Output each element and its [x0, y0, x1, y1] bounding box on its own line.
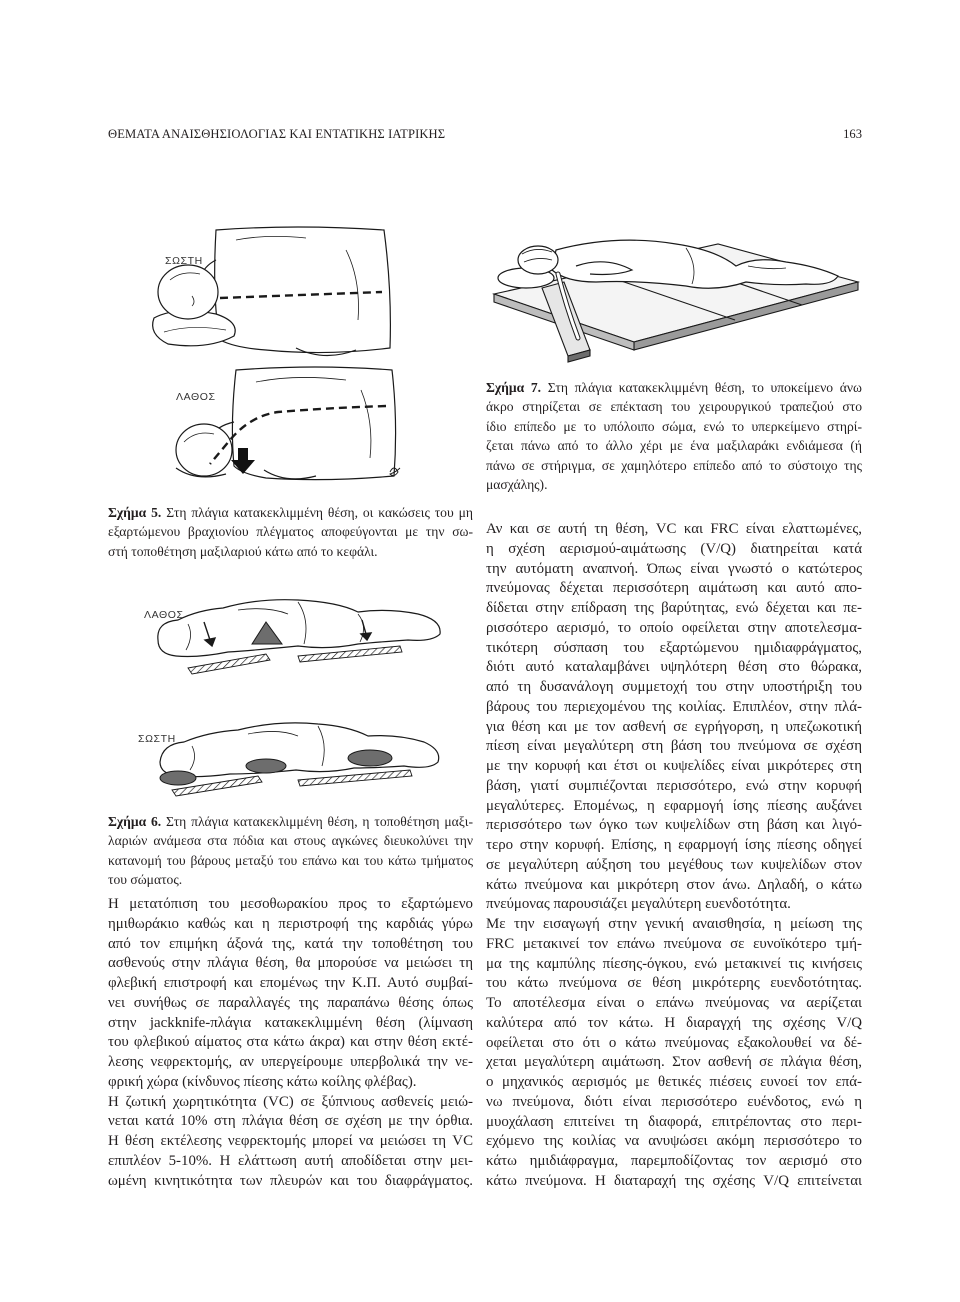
body-line: ο μηχανικός αερισμός με θετικές πιέσεις ευνοεί τον επά-: [486, 1074, 862, 1090]
body-line: Αν και σε αυτή τη θέση, VC και FRC είναι ελαττωμένες,: [486, 521, 862, 537]
body-line: κάτω πνεύμονα και μικρότερη στον άνω. Δηλαδή, ο κάτω: [486, 876, 862, 893]
figure5-wrong-head: [176, 424, 232, 476]
caption-line: άκρο στηρίζεται σε επέκταση του χειρουργικού τραπεζιού στο: [486, 399, 862, 415]
body-line: φρική χώρα (κίνδυνος πίεσης κάτω κοίλης φλέβας).: [108, 1073, 417, 1090]
body-line: επιπλέον 5-10%. Η ελάττωση αυτή αποδίδεται στην μει-: [108, 1152, 473, 1169]
caption-line: κατανομή του βάρους μεταξύ του επάνω και του κάτω τμήματος: [108, 852, 473, 868]
body-line: διότι αυτό καταλαμβάνει υψηλότερη θέση στο θώρακα,: [486, 659, 862, 676]
figure6-wrong-illustration: [148, 580, 448, 682]
caption-line: Σχήμα 5. Στη πλάγια κατακεκλιμμένη θέση, οι κακώσεις του μη: [108, 505, 473, 520]
figure6-correct-illustration: [148, 706, 448, 802]
body-line: με την κορυφή και έτσι οι κυψελίδες είναι μικρότερες στη: [486, 758, 862, 774]
caption-line: Σχήμα 6. Στη πλάγια κατακεκλιμμένη θέση, η τοποθέτηση μαξι-: [108, 814, 473, 829]
body-line: του κάτω πνεύμονα σε θέση μικρότερης ευενδοτότητας.: [486, 975, 862, 992]
body-line: δίδεται στην επίδραση της βαρύτητας, ενώ δέχεται και πε-: [486, 600, 862, 616]
figure7-caption: [486, 378, 862, 494]
caption-line: ίδιο επίπεδο με το υπόλοιπο σώμα, ενώ το υπερκείμενο στηρί-: [486, 418, 862, 434]
body-line: μεγαλύτερες. Επομένως, η εφαρμογή ίσης πίεσης αυξάνει: [486, 797, 862, 814]
body-line: οφείλεται στο ότι ο κάτω πνεύμονας εξακολουθεί να δέ-: [486, 1034, 862, 1051]
body-line: βάρους του περιεχομένου της κοιλίας. Επιπλέον, στην πλά-: [486, 698, 862, 715]
figure6-caption: [108, 812, 473, 890]
running-header-title: ΘΕΜΑΤΑ ΑΝΑΙΣΘΗΣΙΟΛΟΓΙΑΣ ΚΑΙ ΕΝΤΑΤΙΚΗΣ ΙΑΤΡΙΚΗΣ: [108, 127, 446, 141]
body-line: Η ζωτική χωρητικότητα (VC) σε ξύπνιους ασθενείς μειώ-: [108, 1093, 473, 1110]
body-line: νει συνήθως σε παραλλαγές της παραπάνω θέσης όπως: [108, 994, 473, 1011]
body-line: φλεβική επιστροφή και επομένως την Κ.Π. Αυτό συμβαί-: [108, 975, 473, 991]
figure6-label-wrong: ΛΑΘΟΣ: [144, 609, 184, 621]
body-line: κάτω πνεύμονα. Η διαταραχή της σχέσης V/Q επιτείνεται: [486, 1172, 862, 1189]
body-line: χεται μεγαλύτερη αιμάτωση. Στον ασθενή σε πλάγια θέση,: [486, 1054, 862, 1071]
body-line: στην jackknife-πλάγια κατακεκλιμμένη θέση (λίμναση: [108, 1014, 473, 1031]
figure5-correct-torso: [215, 227, 391, 353]
body-line: μυοχάλαση επιτείνει τη διαφορά, επιτρέποντας στο περι-: [486, 1113, 862, 1130]
figure5-label-correct: ΣΩΣΤΗ: [165, 255, 203, 267]
left-column-text: [108, 895, 473, 1191]
figure5-caption: [108, 503, 473, 561]
figure5-wrong-illustration: [146, 362, 402, 492]
body-line: σε μεγαλύτερη αύξηση του μεγέθους των κυψελίδων στον: [486, 856, 862, 873]
figure5-label-wrong: ΛΑΘΟΣ: [176, 391, 216, 403]
body-line: νω πνεύμονα, διότι είναι περισσότερο ευένδοτος, ενώ η: [486, 1093, 862, 1110]
body-line: τικότερη σύσπαση του εξαρτώμενου ημιδιαφράγματος,: [486, 639, 862, 656]
body-line: εχόμενο της κοιλίας να ανυψώσει ακόμη περισσότερο το: [486, 1133, 862, 1150]
caption-line: στή τοποθέτηση μαξιλαριού κάτω από το κεφάλι.: [108, 543, 378, 559]
body-line: FRC μετακινεί τον επάνω πνεύμονα σε ευνοϊκότερο τμή-: [486, 935, 862, 952]
caption-line: ζεται πάνω από το άλλο χέρι με ένα μαξιλαράκι ενδιάμεσα (ή: [486, 438, 862, 454]
body-line: ασθενούς στην πλάγια θέση, θα μπορούσε να μειώσει τη: [108, 955, 473, 972]
body-line: του φλεβικού αίματος στα κάτω άκρα) και στην θέση εκτέ-: [108, 1034, 473, 1051]
caption-line: εξαρτώμενου βραχιονίου πλέγματος αποφεύγονται με την σω-: [108, 524, 473, 540]
caption-line: Σχήμα 7. Στη πλάγια κατακεκλιμμένη θέση, το υποκείμενο άνω: [486, 380, 862, 395]
caption-line: μασχάλης).: [486, 476, 548, 492]
body-line: πνεύμονας παρουσιάζει μεγαλύτερη ευενδοτότητα.: [486, 896, 791, 913]
body-line: Το αποτέλεσμα είναι ο επάνω πνεύμονας να αερίζεται: [486, 995, 862, 1011]
figure5-correct-illustration: [146, 220, 396, 365]
body-line: τερο στην κορυφή. Επίσης, η εφαρμογή ίσης πίεσης οδηγεί: [486, 837, 862, 853]
body-line: ημιθωράκιο καθώς και η περιστροφή της καρδιάς γύρω: [108, 915, 473, 932]
figure6-correct-knee-pillow: [348, 750, 392, 766]
caption-label: Σχήμα 7.: [486, 380, 542, 395]
caption-line: πάνω σε στήριγμα, σε χαμηλότερο επίπεδο από το σύστοιχο της: [486, 457, 862, 473]
body-line: Η θέση εκτέλεσης νεφρεκτομής μπορεί να μειώσει τη VC: [108, 1133, 473, 1149]
body-line: Με την εισαγωγή στην γενική αναισθησία, η μείωση της: [486, 916, 862, 932]
body-line: καλύτερα από τον κάτω. Η διαραγχή της σχέσης V/Q: [486, 1014, 862, 1031]
caption-line: λαριών ανάμεσα στα πόδια και στους αγκώνες διευκολύνει την: [108, 833, 473, 849]
body-line: κάτω ημιδιάφραγμα, παρεμποδίζοντας τον αερισμό στο: [486, 1153, 862, 1169]
body-line: για θέση και με τον ασθενή σε εγρήγορση, η υπεζωκοτική: [486, 718, 862, 735]
body-line: η σχέση αερισμού-αιμάτωσης (V/Q) διατηρείται κατά: [486, 540, 862, 557]
figure6-correct-elbow-pillow: [246, 759, 286, 773]
figure6-correct-body: [160, 723, 439, 777]
caption-line: του σώματος.: [108, 872, 183, 888]
body-line: από τη δυσανάλογη συμμετοχή του στην υποστήριξη του: [486, 679, 862, 695]
body-line: λεσης νεφρεκτομής, αν υπεργείρουμε υπερβολικά την νε-: [108, 1054, 473, 1070]
body-line: πνεύμονας δέχεται περισσότερη αιμάτωση και αυτό απο-: [486, 580, 862, 597]
right-column-text: [486, 520, 862, 1192]
body-line: την αυτόματη αναπνοή. Όπως είναι γνωστό ο κατώτερος: [486, 560, 862, 577]
figure6-label-correct: ΣΩΣΤΗ: [138, 733, 176, 745]
body-line: βάση, γιατί συμπιέζονται περισσότερο, ενώ στην κορυφή: [486, 777, 862, 794]
page-number: 163: [843, 127, 862, 141]
body-line: νεται κατά 10% στη πλάγια θέση σε σχέση με την όρθια.: [108, 1113, 473, 1130]
figure7-illustration: [486, 226, 864, 362]
caption-label: Σχήμα 6.: [108, 814, 162, 829]
body-line: από τον επιμήκη άξονά της, κατά την τοποθέτηση του: [108, 935, 473, 952]
body-line: ρισσότερο αερισμό, το οποίο οφείλεται στην αποτελεσμα-: [486, 619, 862, 636]
figure6-correct-head-pillow: [160, 771, 196, 785]
body-line: μα της καμπύλης πίεσης-όγκου, ενώ μετακινεί τις κινήσεις: [486, 955, 862, 972]
caption-label: Σχήμα 5.: [108, 505, 162, 520]
body-line: Η μετατόπιση του μεσοθωρακίου προς το εξαρτώμενο: [108, 896, 473, 912]
figure5-wrong-torso: [232, 367, 395, 480]
body-line: ωμένη κινητικότητα των πλευρών και του διαφράγματος.: [108, 1172, 473, 1189]
body-line: περισσότερο των όγκο των κυψελίδων στη βάση και λιγό-: [486, 817, 862, 834]
body-line: πίεση είναι μεγαλύτερη στη βάση του πνεύμονα σε σχέση: [486, 738, 862, 755]
